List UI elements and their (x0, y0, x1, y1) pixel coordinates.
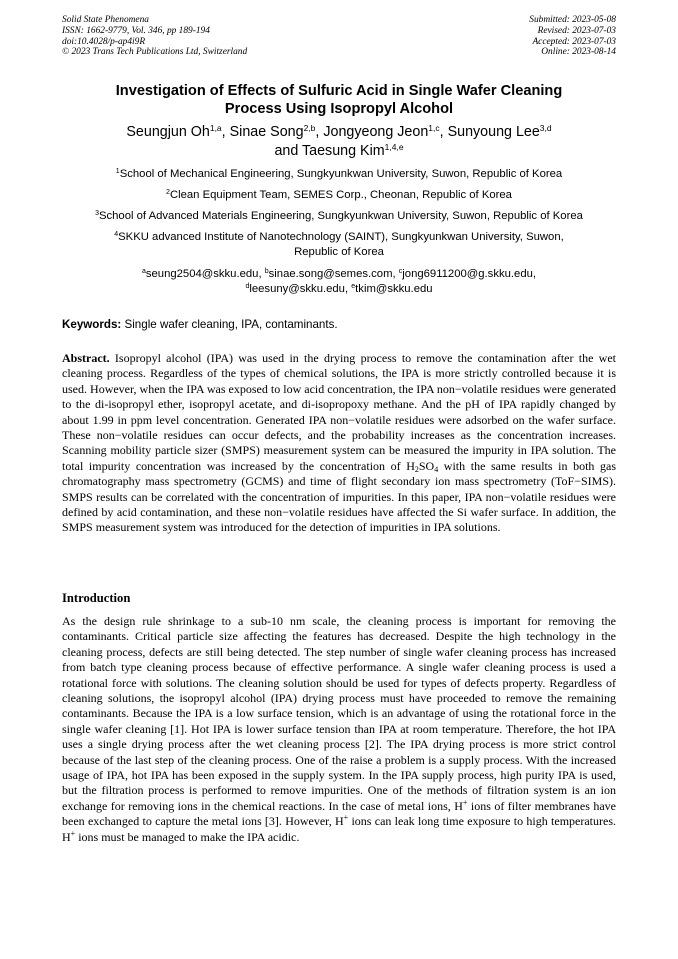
introduction-heading: Introduction (62, 591, 131, 605)
author-sup: 2,b (303, 123, 316, 133)
doi-line: doi:10.4028/p-ap4i9R (62, 36, 146, 47)
email-link[interactable]: tkim@skku.edu (355, 282, 433, 295)
email-list: $^a$seung2504@skku.edu, $^b$sinae.song@semes.com, $^c$jong6911200@g.skku.edu, $^d$leesuny@skku.edu, $^e$tkim@skku.edu (141, 268, 537, 295)
issn-line: ISSN: 1662-9779, Vol. 346, pp 189-194 (62, 25, 210, 36)
author-line-1: Seungjun Oh$^{1,a}$, Sinae Song$^{2,b}$, Jongyeong Jeon$^{1,c}$, Sunyoung Lee$^{3,d}$ (126, 123, 552, 140)
email-link[interactable]: sinae.song@semes.com, (268, 268, 399, 280)
keywords (62, 318, 616, 332)
affiliation-2: $^2$Clean Equipment Team, SEMES Corp., Cheonan, Republic of Korea (166, 189, 512, 201)
publication-dates (529, 15, 616, 58)
author-name: Seungjun Oh (126, 124, 210, 140)
online-date: Online: 2023-08-14 (541, 47, 616, 58)
author-list (62, 123, 616, 161)
email-link[interactable]: seung2504@skku.edu, (145, 268, 265, 280)
author-name: Sunyoung Lee (447, 124, 540, 140)
author-name: Jongyeong Jeon (323, 124, 429, 140)
journal-info (62, 15, 247, 58)
author-line-2 (62, 142, 616, 161)
affiliation-1: $^1$School of Mechanical Engineering, Sungkyunkwan University, Suwon, Republic of Korea (115, 168, 563, 180)
paper-title (62, 82, 616, 118)
abstract: Abstract. Isopropyl alcohol (IPA) was used in the drying process to remove the contamination after the wet cleaning process. Regardless of the types of chemical solutions, the IPA is more strictly controlled because it is used. However, when the IPA was exposed to low acid concentration, the IPA non−volatile residues were generated to the di-isopropyl ether, isopropyl acetate, and di-isopropoxy methane. And the pH of IPA rapidly changed by about 1.99 in ppm level concentration. Generated IPA non−volatile residues were adsorbed on the wafer surface. These non−volatile residues can occur defects, and the probability increases as the concentration increases. Scanning mobility particle sizer (SMPS) measurement system can be measured the impurity in IPA solution. The total impurity concentration was increased by the concentration of $H_2SO_4$ with the same results in both gas chromatography mass spectrometry (GCMS) and time of flight secondary ion mass spectrometry (ToF−SIMS). SMPS results can be correlated with the concentration of impurities. In this paper, IPA non−volatile residues were defined by acid contamination, and these non−volatile residues have affected the Si wafer surface. In addition, the SMPS measurement system was introduced for the detection of impurities in IPA solutions. (62, 351, 616, 535)
email-link[interactable]: jong6911200@g.skku.edu, (402, 268, 537, 280)
email-link[interactable]: leesuny@skku.edu, (249, 282, 352, 295)
affiliation-4: $^4$SKKU advanced Institute of Nanotechnology (SAINT), Sungkyunkwan University, Suwon, Republic of Korea (114, 231, 564, 258)
keywords-label: Keywords: (62, 318, 122, 331)
title-line-2: Process Using Isopropyl Alcohol (224, 101, 454, 117)
author-sup: 1,4,e (384, 142, 404, 152)
accepted-date: Accepted: 2023-07-03 (532, 36, 616, 47)
copyright-line: © 2023 Trans Tech Publications Ltd, Switzerland (62, 47, 248, 58)
author-name: Sinae Song (229, 124, 304, 140)
author-sup: 1,a (209, 123, 222, 133)
submitted-date: Submitted: 2023-05-08 (529, 15, 616, 25)
title-line-1: Investigation of Effects of Sulfuric Acid in Single Wafer Cleaning (115, 83, 563, 99)
introduction-text: As the design rule shrinkage to a sub-10 nm scale, the cleaning process is important for removing the contaminants. Critical particle size affecting the features has decreased. Despite the high technology in the cleaning process, defects are still being detected. The step number of single wafer cleaning process has increased from batch type cleaning process because of effective performance. A single wafer cleaning process is used a rotational force with solutions. The cleaning solution should be used for types of defects property. Regardless of cleaning solutions, the isopropyl alcohol (IPA) drying process must have proceeded to remove the remaining contaminants. Because the IPA is a low surface tension, which is an advantage of using the rotational force in the single wafer cleaning [1]. Hot IPA is lower surface tension than IPA at room temperature. Therefore, the hot IPA uses a single drying process after the wet cleaning process [2]. The IPA drying process is more strict control because of the last step of the cleaning process. One of the raise a problem is a supply process. With the increased usage of IPA, hot IPA has been exposed in the supply system. In the IPA supply process, high purity IPA is used, but the filtration process is performed to remove impurities. One of the methods of filtration system is an ion exchange for removing ions in the chemical reactions. In the case of metal ions, H+ ions of filter membranes have been exchanged to capture the metal ions [3]. However, H+ ions can leak long time exposure to high temperatures. H+ ions must be managed to make the IPA acidic. (62, 614, 617, 844)
abstract-label: Abstract. (62, 351, 110, 365)
affiliation-3: $^3$School of Advanced Materials Engineering, Sungkyunkwan University, Suwon, Republic of Korea (95, 210, 583, 222)
journal-name: Solid State Phenomena (62, 15, 149, 25)
author-sup: 1,c (428, 123, 440, 133)
keywords-text: Single wafer cleaning, IPA, contaminants. (121, 318, 338, 331)
author-name: and Taesung Kim (274, 143, 385, 159)
author-sup: 3,d (539, 123, 552, 133)
revised-date: Revised: 2023-07-03 (537, 25, 616, 36)
